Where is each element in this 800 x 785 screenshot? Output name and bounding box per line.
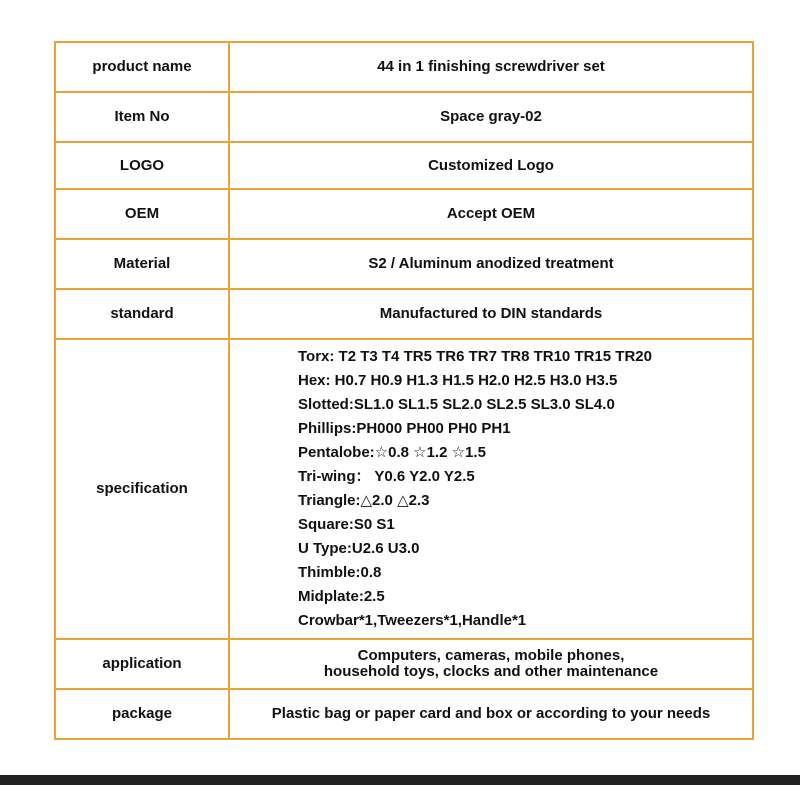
item-no-label: Item No: [55, 92, 229, 142]
spec-line-triangle: Triangle:△2.0 △2.3: [298, 492, 430, 509]
table-row-material: [55, 239, 753, 289]
product-name-value: 44 in 1 finishing screwdriver set: [229, 42, 753, 92]
spec-line-u-type: U Type:U2.6 U3.0: [298, 540, 420, 557]
item-no-value: Space gray-02: [229, 92, 753, 142]
table-row-oem: [55, 189, 753, 239]
logo-label: LOGO: [55, 142, 229, 189]
package-label: package: [55, 689, 229, 739]
specification-value: [229, 339, 753, 639]
table-row-specification: [55, 339, 753, 639]
bottom-divider-bar: [0, 775, 800, 785]
table-row-logo: [55, 142, 753, 189]
oem-label: OEM: [55, 189, 229, 239]
application-line-1: Computers, cameras, mobile phones,: [357, 647, 625, 664]
spec-line-tri-wing: Tri-wing： Y0.6 Y2.0 Y2.5: [298, 468, 475, 485]
application-label: application: [55, 639, 229, 689]
table-row-standard: [55, 289, 753, 339]
product-name-label: product name: [55, 42, 229, 92]
oem-value: Accept OEM: [229, 189, 753, 239]
specification-label: specification: [55, 339, 229, 639]
material-label: Material: [55, 239, 229, 289]
spec-line-midplate: Midplate:2.5: [298, 588, 385, 605]
standard-label: standard: [55, 289, 229, 339]
spec-line-slotted: Slotted:SL1.0 SL1.5 SL2.0 SL2.5 SL3.0 SL4.0: [298, 396, 615, 413]
table-row-application: [55, 639, 753, 689]
spec-line-accessories: Crowbar*1,Tweezers*1,Handle*1: [298, 612, 527, 629]
table-row-package: [55, 689, 753, 739]
standard-value: Manufactured to DIN standards: [229, 289, 753, 339]
product-spec-table: [54, 41, 754, 740]
table-row-item-no: [55, 92, 753, 142]
spec-line-thimble: Thimble:0.8: [298, 564, 382, 581]
logo-value: Customized Logo: [229, 142, 753, 189]
application-value: [229, 639, 753, 689]
application-line-2: household toys, clocks and other maintenance: [323, 663, 659, 680]
package-value: Plastic bag or paper card and box or according to your needs: [229, 689, 753, 739]
spec-line-square: Square:S0 S1: [298, 516, 395, 533]
spec-line-torx: Torx: T2 T3 T4 TR5 TR6 TR7 TR8 TR10 TR15 TR20: [298, 348, 652, 365]
spec-line-pentalobe: Pentalobe:☆0.8 ☆1.2 ☆1.5: [298, 444, 486, 461]
spec-line-phillips: Phillips:PH000 PH00 PH0 PH1: [298, 420, 511, 437]
table-row-product-name: [55, 42, 753, 92]
spec-line-hex: Hex: H0.7 H0.9 H1.3 H1.5 H2.0 H2.5 H3.0 H3.5: [298, 372, 618, 389]
material-value: S2 / Aluminum anodized treatment: [229, 239, 753, 289]
